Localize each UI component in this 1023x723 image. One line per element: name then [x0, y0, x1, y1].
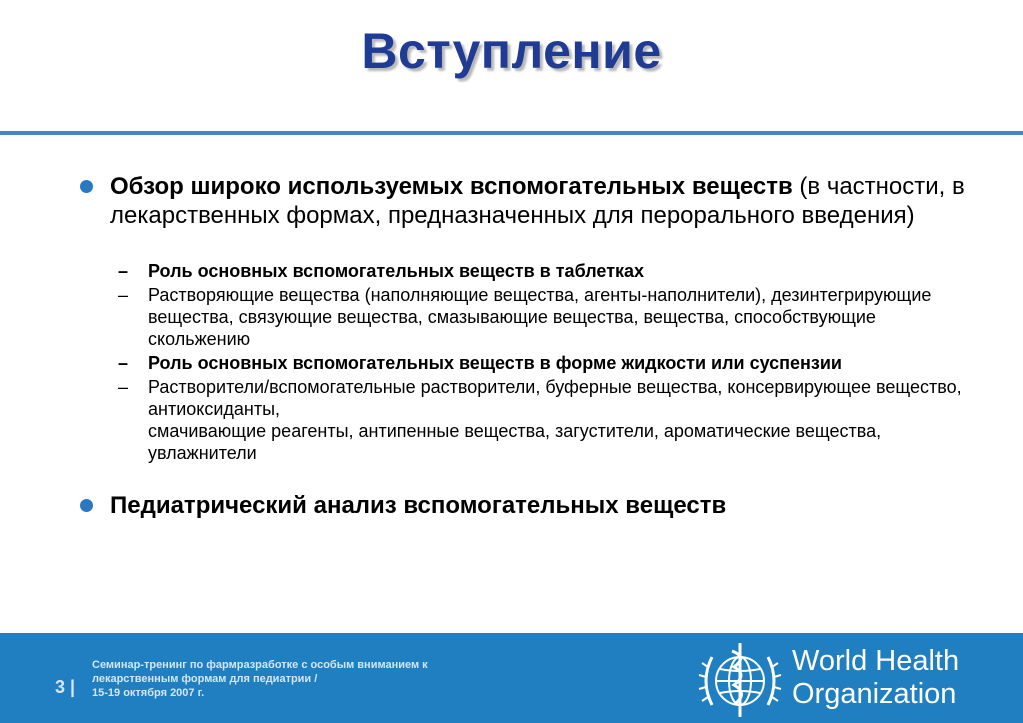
sub-item: [80, 376, 980, 464]
who-wordmark: World Health Organization: [792, 645, 960, 710]
who-emblem-icon: [694, 637, 782, 719]
dash-icon: –: [118, 353, 129, 373]
dash-icon: –: [118, 285, 129, 305]
title-divider: [0, 131, 1023, 135]
dash-icon: –: [118, 261, 129, 281]
sub-item-text-cont: смачивающие реагенты, антипенные вещества, загустители, ароматические вещества, увлажнители: [148, 421, 882, 463]
sub-item-text: Роль основных вспомогательных веществ в таблетках: [148, 261, 645, 281]
sub-item: [80, 284, 980, 350]
sub-item-text: Роль основных вспомогательных веществ в форме жидкости или суспензии: [148, 353, 842, 373]
bullet-text: (в частности, в лекарственных формах, предназначенных для перорального введения): [110, 173, 965, 229]
bullet-item: [80, 172, 980, 230]
footer-caption: Семинар-тренинг по фармразработке с особым вниманием к лекарственным формам для педиатрии / 15-19 октября 2007 г.: [92, 659, 428, 699]
bullet-text: Педиатрический анализ вспомогательных веществ: [110, 492, 727, 519]
bullet-bold-text: Обзор широко используемых вспомогательных веществ: [110, 173, 793, 200]
sub-item-text: Растворяющие вещества (наполняющие вещества, агенты-наполнители), дезинтегрирующие вещества, связующие вещества, смазывающие вещества, вещества, способствующие скольжению: [148, 285, 932, 349]
page-number: 3 |: [55, 677, 76, 697]
sub-item: [80, 352, 980, 374]
bullet-icon: [80, 180, 93, 193]
bullet-item: [80, 491, 980, 520]
slide-title: Вступление: [361, 23, 662, 79]
sub-item-text: Растворители/вспомогательные растворители, буферные вещества, консервирующее вещество, антиоксиданты,: [148, 377, 962, 419]
bullet-icon: [80, 499, 93, 512]
slide-content: [80, 172, 980, 520]
dash-icon: –: [118, 377, 129, 397]
sub-item: [80, 260, 980, 282]
